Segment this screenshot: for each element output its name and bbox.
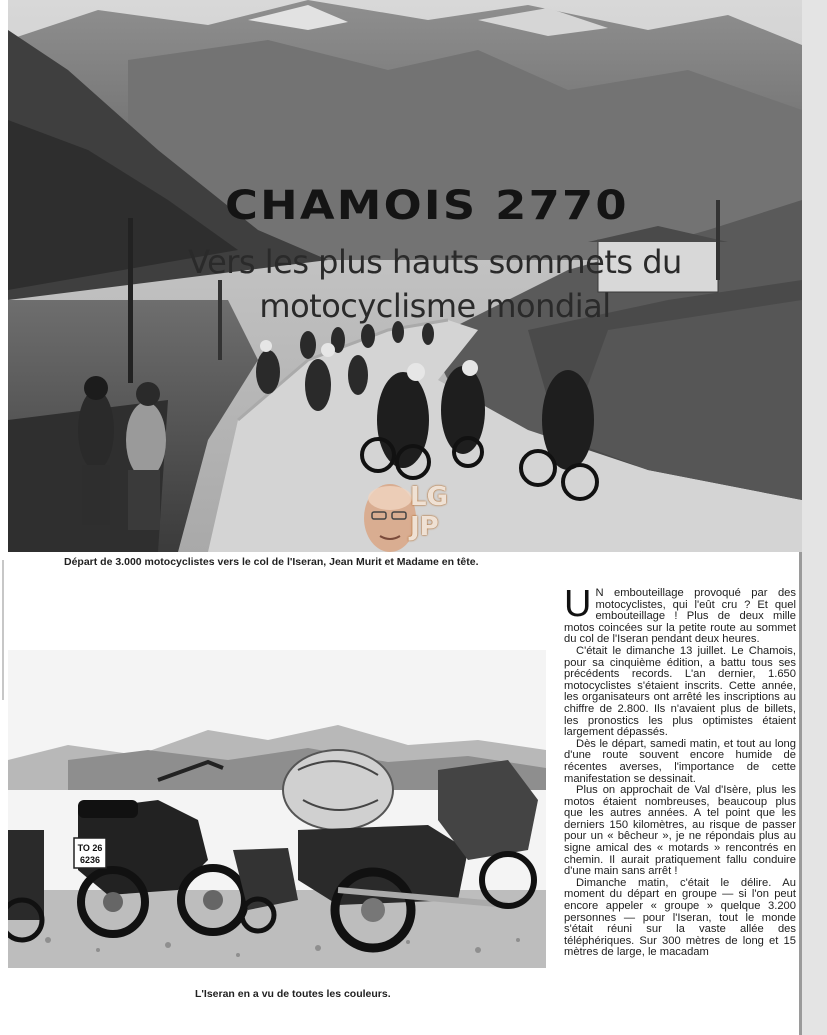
license-plate-line-1: TO 26 [77,843,103,853]
article-paragraph-2: C'était le dimanche 13 juillet. Le Chamois, pour sa cinquième édition, a battu tous ses précédents records. L'an dernier, 1.650 motocyclistes s'étaient inscrits. Cette année, les organisateurs ont arrêté les inscriptions au chiffre de 2.800. Ils n'avaient plus de billets, les pronostics les plus optimistes étaient largement dépassés. [564,644,796,739]
article-paragraph-3: Dès le départ, samedi matin, et tout au long d'une route souvent encore humide de récentes averses, l'importance de cette manifestation se dessinait. [564,737,796,785]
photo-bottom-caption: L'Iseran en a vu de toutes les couleurs. [195,988,391,1000]
article-paragraph-1: N embouteillage provoqué par des motocyclistes, qui l'eût cru ? Et quel embouteillage ! Plus de deux mille motos coincées sur la petite route au sommet du col de l'Iseran pendant deux heures. [564,588,796,646]
margin-mark [2,560,4,700]
subtitle-line-2: motocyclisme mondial [259,287,611,325]
article-subtitle [90,240,780,328]
photo-bottom-drawing [8,650,546,968]
watermark-letters [410,482,448,542]
watermark-letters-top: LG [410,482,448,512]
article-body [564,588,796,1028]
drop-cap: U [564,588,592,625]
license-plate-line-2: 6236 [79,855,101,865]
watermark-letters-bottom: JP [410,512,439,542]
page-gutter [802,0,827,1035]
subtitle-line-1: Vers les plus hauts sommets du [188,243,682,281]
article-paragraph-5: Dimanche matin, c'était le délire. Au moment du départ en groupe — si l'on peut encore appeler « groupe » quelque 3.200 personnes — pour l'Iseran, tout le monde s'était réuni sur la vaste allée des téléphériques. Sur 300 mètres de long et 15 mètres de large, le macadam [564,876,796,959]
photo-top-caption: Départ de 3.000 motocyclistes vers le col de l'Iseran, Jean Murit et Madame en tête. [64,556,479,568]
photo-parked-motorcycles [8,650,546,968]
article-title: CHAMOIS 2770 [225,183,629,229]
article-paragraph-4: Plus on approchait de Val d'Isère, plus les motos étaient nombreuses, beaucoup plus que les autres années. A tel point que les derniers 150 kilomètres, au risque de passer pour un « bêcheur », je ne répondais plus au signe amical des « motards » rencontrés en chemin. Il aurait pratiquement fallu conduire d'une main sans arrêt ! [564,784,796,878]
